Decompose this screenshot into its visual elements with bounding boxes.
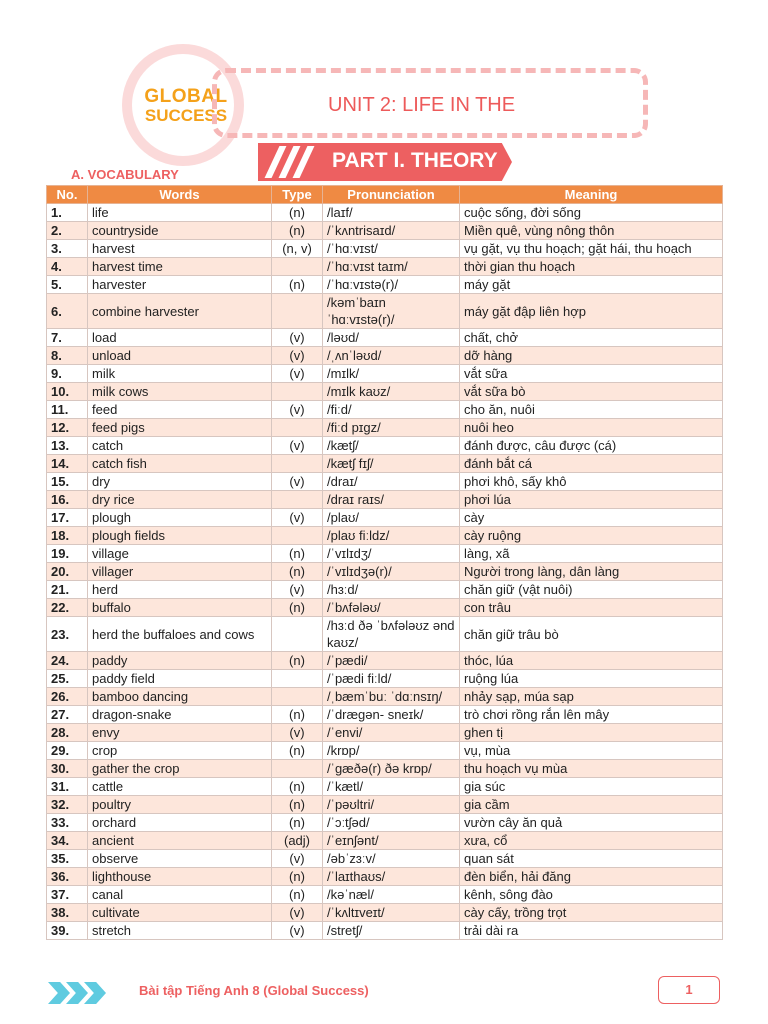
- cell-no: 35.: [47, 850, 88, 868]
- cell-no: 29.: [47, 742, 88, 760]
- table-row: [47, 204, 723, 222]
- cell-pronunciation: /stretʃ/: [323, 922, 460, 940]
- table-row: [47, 383, 723, 401]
- cell-word: plough fields: [88, 527, 272, 545]
- cell-word: observe: [88, 850, 272, 868]
- cell-type: (v): [272, 437, 323, 455]
- chevron-right-icon: [48, 982, 70, 1004]
- table-row: [47, 850, 723, 868]
- cell-pronunciation: /kætʃ/: [323, 437, 460, 455]
- table-row: [47, 294, 723, 329]
- table-row: [47, 258, 723, 276]
- cell-type: (v): [272, 347, 323, 365]
- cell-no: 8.: [47, 347, 88, 365]
- cell-pronunciation: /ˌbæmˈbuː ˈdɑːnsɪŋ/: [323, 688, 460, 706]
- cell-pronunciation: /ˈkʌntrisaɪd/: [323, 222, 460, 240]
- cell-pronunciation: /ˈpəʊltri/: [323, 796, 460, 814]
- table-row: [47, 670, 723, 688]
- cell-no: 22.: [47, 599, 88, 617]
- cell-meaning: gia cầm: [460, 796, 723, 814]
- table-row: [47, 742, 723, 760]
- cell-type: (v): [272, 850, 323, 868]
- table-row: [47, 868, 723, 886]
- cell-word: countryside: [88, 222, 272, 240]
- cell-word: canal: [88, 886, 272, 904]
- cell-pronunciation: /hɜːd ðə ˈbʌfələʊz ənd kaʊz/: [323, 617, 460, 652]
- cell-type: (n): [272, 814, 323, 832]
- cell-word: orchard: [88, 814, 272, 832]
- cell-pronunciation: /ˈpædi fiːld/: [323, 670, 460, 688]
- cell-pronunciation: /ˈɡæðə(r) ðə krɒp/: [323, 760, 460, 778]
- cell-type: (n): [272, 742, 323, 760]
- cell-pronunciation: /kəˈnæl/: [323, 886, 460, 904]
- cell-no: 2.: [47, 222, 88, 240]
- table-row: [47, 563, 723, 581]
- cell-word: harvest time: [88, 258, 272, 276]
- table-row: [47, 545, 723, 563]
- cell-type: (v): [272, 401, 323, 419]
- cell-meaning: phơi lúa: [460, 491, 723, 509]
- cell-type: (n): [272, 204, 323, 222]
- cell-pronunciation: /laɪf/: [323, 204, 460, 222]
- cell-word: catch fish: [88, 455, 272, 473]
- cell-meaning: ruộng lúa: [460, 670, 723, 688]
- cell-word: crop: [88, 742, 272, 760]
- cell-type: (v): [272, 904, 323, 922]
- table-row: [47, 832, 723, 850]
- table-row: [47, 904, 723, 922]
- table-row: [47, 347, 723, 365]
- cell-no: 23.: [47, 617, 88, 652]
- table-row: [47, 796, 723, 814]
- cell-meaning: Người trong làng, dân làng: [460, 563, 723, 581]
- cell-type: [272, 688, 323, 706]
- table-row: [47, 581, 723, 599]
- cell-no: 7.: [47, 329, 88, 347]
- cell-word: harvest: [88, 240, 272, 258]
- cell-pronunciation: /əbˈzɜːv/: [323, 850, 460, 868]
- cell-word: bamboo dancing: [88, 688, 272, 706]
- cell-type: [272, 617, 323, 652]
- cell-meaning: vắt sữa: [460, 365, 723, 383]
- cell-word: lighthouse: [88, 868, 272, 886]
- cell-type: (v): [272, 329, 323, 347]
- cell-no: 36.: [47, 868, 88, 886]
- cell-no: 28.: [47, 724, 88, 742]
- cell-no: 3.: [47, 240, 88, 258]
- cell-pronunciation: /ˈpædi/: [323, 652, 460, 670]
- cell-meaning: kênh, sông đào: [460, 886, 723, 904]
- cell-word: harvester: [88, 276, 272, 294]
- cell-pronunciation: /ˈhɑːvɪst taɪm/: [323, 258, 460, 276]
- cell-word: poultry: [88, 796, 272, 814]
- table-row: [47, 222, 723, 240]
- cell-pronunciation: /ˈvɪlɪdʒə(r)/: [323, 563, 460, 581]
- cell-type: (v): [272, 473, 323, 491]
- cell-word: buffalo: [88, 599, 272, 617]
- cell-type: [272, 419, 323, 437]
- cell-meaning: cày ruộng: [460, 527, 723, 545]
- table-body: [47, 204, 723, 940]
- cell-no: 31.: [47, 778, 88, 796]
- cell-type: (n): [272, 599, 323, 617]
- cell-no: 37.: [47, 886, 88, 904]
- cell-no: 27.: [47, 706, 88, 724]
- table-header-row: [47, 186, 723, 204]
- table-row: [47, 706, 723, 724]
- cell-no: 18.: [47, 527, 88, 545]
- cell-meaning: vắt sữa bò: [460, 383, 723, 401]
- cell-no: 16.: [47, 491, 88, 509]
- cell-meaning: quan sát: [460, 850, 723, 868]
- table-row: [47, 329, 723, 347]
- cell-meaning: trò chơi rồng rắn lên mây: [460, 706, 723, 724]
- column-header-pronunciation: Pronunciation: [323, 186, 460, 204]
- table-row: [47, 922, 723, 940]
- cell-type: (n): [272, 276, 323, 294]
- cell-word: ancient: [88, 832, 272, 850]
- cell-pronunciation: /kəmˈbaɪn ˈhɑːvɪstə(r)/: [323, 294, 460, 329]
- cell-no: 30.: [47, 760, 88, 778]
- cell-no: 19.: [47, 545, 88, 563]
- cell-meaning: thời gian thu hoạch: [460, 258, 723, 276]
- cell-pronunciation: /ˈvɪlɪdʒ/: [323, 545, 460, 563]
- cell-type: [272, 383, 323, 401]
- column-header-words: Words: [88, 186, 272, 204]
- table-row: [47, 437, 723, 455]
- cell-pronunciation: /kætʃ fɪʃ/: [323, 455, 460, 473]
- cell-meaning: đèn biển, hải đăng: [460, 868, 723, 886]
- cell-type: (v): [272, 581, 323, 599]
- cell-meaning: gia súc: [460, 778, 723, 796]
- cell-meaning: máy gặt đập liên hợp: [460, 294, 723, 329]
- cell-meaning: vườn cây ăn quả: [460, 814, 723, 832]
- cell-type: [272, 760, 323, 778]
- cell-meaning: trải dài ra: [460, 922, 723, 940]
- cell-word: cattle: [88, 778, 272, 796]
- cell-word: paddy: [88, 652, 272, 670]
- cell-pronunciation: /ˈenvi/: [323, 724, 460, 742]
- cell-meaning: đánh bắt cá: [460, 455, 723, 473]
- table-row: [47, 240, 723, 258]
- cell-type: (n): [272, 796, 323, 814]
- cell-word: combine harvester: [88, 294, 272, 329]
- cell-type: [272, 491, 323, 509]
- cell-no: 9.: [47, 365, 88, 383]
- cell-type: (n): [272, 652, 323, 670]
- cell-meaning: nuôi heo: [460, 419, 723, 437]
- table-row: [47, 814, 723, 832]
- column-header-no: No.: [47, 186, 88, 204]
- vocabulary-table: [46, 185, 723, 940]
- cell-no: 13.: [47, 437, 88, 455]
- table-row: [47, 419, 723, 437]
- cell-no: 4.: [47, 258, 88, 276]
- cell-type: (n, v): [272, 240, 323, 258]
- cell-no: 1.: [47, 204, 88, 222]
- cell-type: (n): [272, 868, 323, 886]
- cell-pronunciation: /ˈhɑːvɪstə(r)/: [323, 276, 460, 294]
- cell-meaning: cho ăn, nuôi: [460, 401, 723, 419]
- cell-pronunciation: /ˈkætl/: [323, 778, 460, 796]
- cell-word: village: [88, 545, 272, 563]
- cell-word: feed: [88, 401, 272, 419]
- cell-type: [272, 294, 323, 329]
- cell-word: milk: [88, 365, 272, 383]
- cell-meaning: vụ gặt, vụ thu hoạch; gặt hái, thu hoạch: [460, 240, 723, 258]
- cell-word: cultivate: [88, 904, 272, 922]
- table-row: [47, 599, 723, 617]
- cell-no: 17.: [47, 509, 88, 527]
- cell-no: 33.: [47, 814, 88, 832]
- table-row: [47, 724, 723, 742]
- cell-meaning: phơi khô, sấy khô: [460, 473, 723, 491]
- table-row: [47, 617, 723, 652]
- cell-pronunciation: /ˈbʌfələʊ/: [323, 599, 460, 617]
- cell-word: milk cows: [88, 383, 272, 401]
- cell-pronunciation: /mɪlk/: [323, 365, 460, 383]
- cell-pronunciation: /plaʊ/: [323, 509, 460, 527]
- cell-no: 5.: [47, 276, 88, 294]
- cell-no: 34.: [47, 832, 88, 850]
- table-row: [47, 276, 723, 294]
- cell-meaning: nhảy sạp, múa sạp: [460, 688, 723, 706]
- cell-type: (n): [272, 778, 323, 796]
- cell-meaning: chăn giữ (vật nuôi): [460, 581, 723, 599]
- cell-meaning: máy gặt: [460, 276, 723, 294]
- cell-word: life: [88, 204, 272, 222]
- page-number: 1: [658, 976, 720, 1004]
- cell-meaning: cuộc sống, đời sống: [460, 204, 723, 222]
- cell-pronunciation: /krɒp/: [323, 742, 460, 760]
- table-row: [47, 473, 723, 491]
- cell-type: [272, 527, 323, 545]
- cell-meaning: cày cấy, trồng trọt: [460, 904, 723, 922]
- logo-text-global: GLOBAL: [144, 86, 228, 107]
- cell-pronunciation: /ˈeɪnʃənt/: [323, 832, 460, 850]
- cell-word: paddy field: [88, 670, 272, 688]
- table-row: [47, 527, 723, 545]
- table-row: [47, 365, 723, 383]
- cell-no: 39.: [47, 922, 88, 940]
- cell-type: (v): [272, 922, 323, 940]
- cell-word: dry: [88, 473, 272, 491]
- cell-meaning: đánh được, câu được (cá): [460, 437, 723, 455]
- cell-type: (v): [272, 365, 323, 383]
- cell-word: herd: [88, 581, 272, 599]
- cell-type: (v): [272, 509, 323, 527]
- cell-pronunciation: /draɪ/: [323, 473, 460, 491]
- table-row: [47, 509, 723, 527]
- table-row: [47, 652, 723, 670]
- cell-no: 10.: [47, 383, 88, 401]
- cell-pronunciation: /ˌʌnˈləʊd/: [323, 347, 460, 365]
- table-row: [47, 491, 723, 509]
- cell-type: (n): [272, 706, 323, 724]
- cell-word: herd the buffaloes and cows: [88, 617, 272, 652]
- cell-meaning: thu hoạch vụ mùa: [460, 760, 723, 778]
- cell-word: dragon-snake: [88, 706, 272, 724]
- cell-type: (n): [272, 545, 323, 563]
- cell-pronunciation: /ləʊd/: [323, 329, 460, 347]
- cell-pronunciation: /fiːd pɪgz/: [323, 419, 460, 437]
- column-header-type: Type: [272, 186, 323, 204]
- cell-no: 21.: [47, 581, 88, 599]
- cell-meaning: chăn giữ trâu bò: [460, 617, 723, 652]
- table-row: [47, 778, 723, 796]
- cell-no: 25.: [47, 670, 88, 688]
- table-row: [47, 455, 723, 473]
- cell-word: catch: [88, 437, 272, 455]
- column-header-meaning: Meaning: [460, 186, 723, 204]
- cell-word: dry rice: [88, 491, 272, 509]
- cell-word: envy: [88, 724, 272, 742]
- cell-no: 11.: [47, 401, 88, 419]
- cell-word: unload: [88, 347, 272, 365]
- cell-word: gather the crop: [88, 760, 272, 778]
- cell-type: (n): [272, 886, 323, 904]
- cell-word: villager: [88, 563, 272, 581]
- table-row: [47, 688, 723, 706]
- cell-type: (v): [272, 724, 323, 742]
- cell-meaning: thóc, lúa: [460, 652, 723, 670]
- cell-no: 6.: [47, 294, 88, 329]
- cell-word: stretch: [88, 922, 272, 940]
- cell-word: plough: [88, 509, 272, 527]
- table-row: [47, 401, 723, 419]
- cell-meaning: chất, chở: [460, 329, 723, 347]
- cell-pronunciation: /fiːd/: [323, 401, 460, 419]
- cell-pronunciation: /hɜːd/: [323, 581, 460, 599]
- cell-pronunciation: /ˈkʌltɪveɪt/: [323, 904, 460, 922]
- cell-pronunciation: /draɪ raɪs/: [323, 491, 460, 509]
- logo-text-success: SUCCESS: [144, 106, 228, 125]
- cell-meaning: cày: [460, 509, 723, 527]
- cell-no: 14.: [47, 455, 88, 473]
- cell-no: 38.: [47, 904, 88, 922]
- cell-no: 12.: [47, 419, 88, 437]
- part-title: PART I. THEORY: [332, 149, 498, 172]
- cell-meaning: con trâu: [460, 599, 723, 617]
- cell-type: [272, 455, 323, 473]
- cell-word: load: [88, 329, 272, 347]
- cell-no: 20.: [47, 563, 88, 581]
- table-row: [47, 760, 723, 778]
- cell-pronunciation: /ˈɔːtʃəd/: [323, 814, 460, 832]
- cell-type: (adj): [272, 832, 323, 850]
- cell-no: 15.: [47, 473, 88, 491]
- section-label: A. VOCABULARY: [71, 167, 179, 182]
- unit-title: UNIT 2: LIFE IN THE: [328, 94, 516, 116]
- cell-meaning: dỡ hàng: [460, 347, 723, 365]
- cell-type: (n): [272, 563, 323, 581]
- cell-meaning: Miền quê, vùng nông thôn: [460, 222, 723, 240]
- table-row: [47, 886, 723, 904]
- cell-meaning: vụ, mùa: [460, 742, 723, 760]
- cell-no: 32.: [47, 796, 88, 814]
- cell-type: (n): [272, 222, 323, 240]
- cell-type: [272, 670, 323, 688]
- cell-pronunciation: /ˈhɑːvɪst/: [323, 240, 460, 258]
- cell-meaning: làng, xã: [460, 545, 723, 563]
- cell-word: feed pigs: [88, 419, 272, 437]
- cell-meaning: ghen tị: [460, 724, 723, 742]
- cell-meaning: xưa, cổ: [460, 832, 723, 850]
- cell-pronunciation: /ˈlaɪthaʊs/: [323, 868, 460, 886]
- cell-no: 26.: [47, 688, 88, 706]
- cell-pronunciation: /mɪlk kaʊz/: [323, 383, 460, 401]
- cell-type: [272, 258, 323, 276]
- cell-pronunciation: /plaʊ fiːldz/: [323, 527, 460, 545]
- cell-no: 24.: [47, 652, 88, 670]
- cell-pronunciation: /ˈdræɡən- sneɪk/: [323, 706, 460, 724]
- footer-book-title: Bài tập Tiếng Anh 8 (Global Success): [139, 983, 369, 998]
